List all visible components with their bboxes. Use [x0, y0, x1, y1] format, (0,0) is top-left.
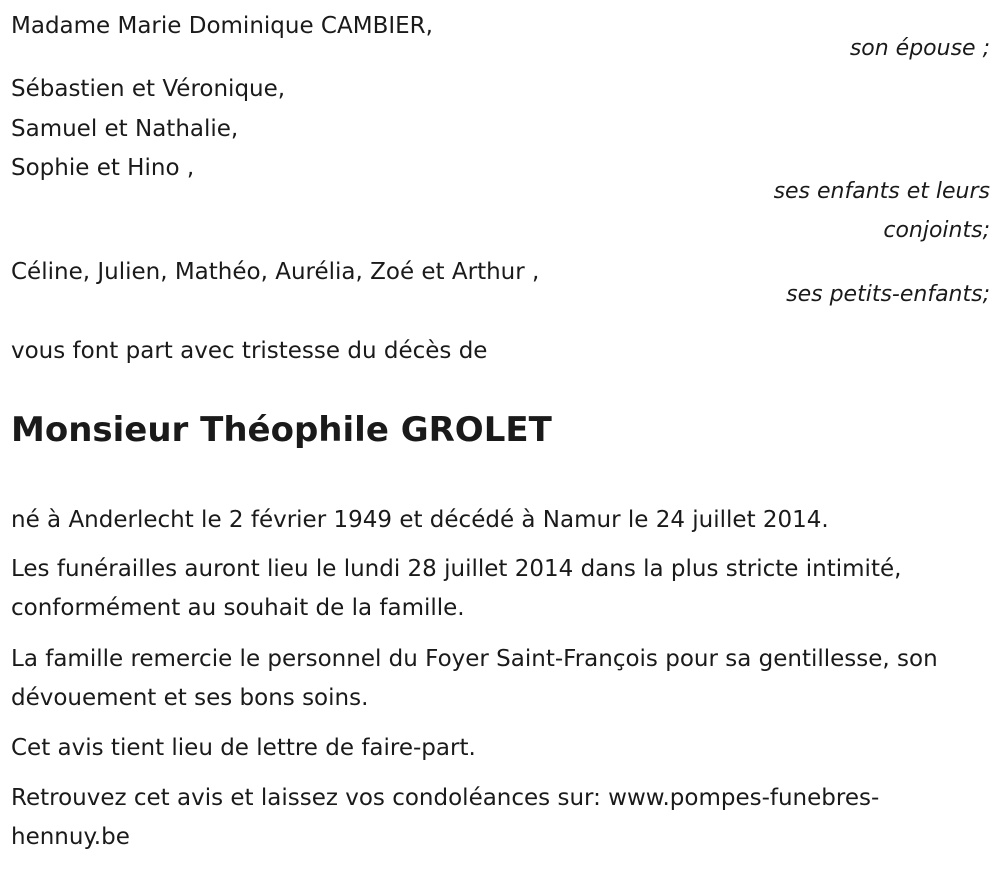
spouse-name: Madame Marie Dominique CAMBIER, [11, 13, 433, 39]
child-couple-2: Samuel et Nathalie, [11, 116, 239, 142]
grandchildren-names: Céline, Julien, Mathéo, Aurélia, Zoé et Arthur , [11, 259, 540, 285]
deceased-name: Monsieur Théophile GROLET [11, 410, 552, 450]
announcement-text: vous font part avec tristesse du décès de [11, 338, 488, 364]
children-role-line-2: conjoints; [883, 218, 990, 243]
funeral-text: Les funérailles auront lieu le lundi 28 juillet 2014 dans la plus stricte intimité, conformément au souhait de la famille. [11, 556, 902, 621]
condolences-text: Retrouvez cet avis et laissez vos condoléances sur: www.pompes-funebres-hennuy.be [11, 785, 880, 850]
birth-death-text: né à Anderlecht le 2 février 1949 et décédé à Namur le 24 juillet 2014. [11, 507, 829, 533]
thanks-text: La famille remercie le personnel du Foyer Saint-François pour sa gentillesse, son dévouement et ses bons soins. [11, 646, 938, 711]
child-couple-3: Sophie et Hino , [11, 155, 195, 181]
child-couple-1: Sébastien et Véronique, [11, 76, 286, 102]
spouse-role: son épouse ; [849, 36, 990, 61]
children-role-line-1: ses enfants et leurs [773, 179, 990, 204]
notice-statement: Cet avis tient lieu de lettre de faire-part. [11, 735, 476, 761]
grandchildren-role: ses petits-enfants; [786, 282, 990, 307]
